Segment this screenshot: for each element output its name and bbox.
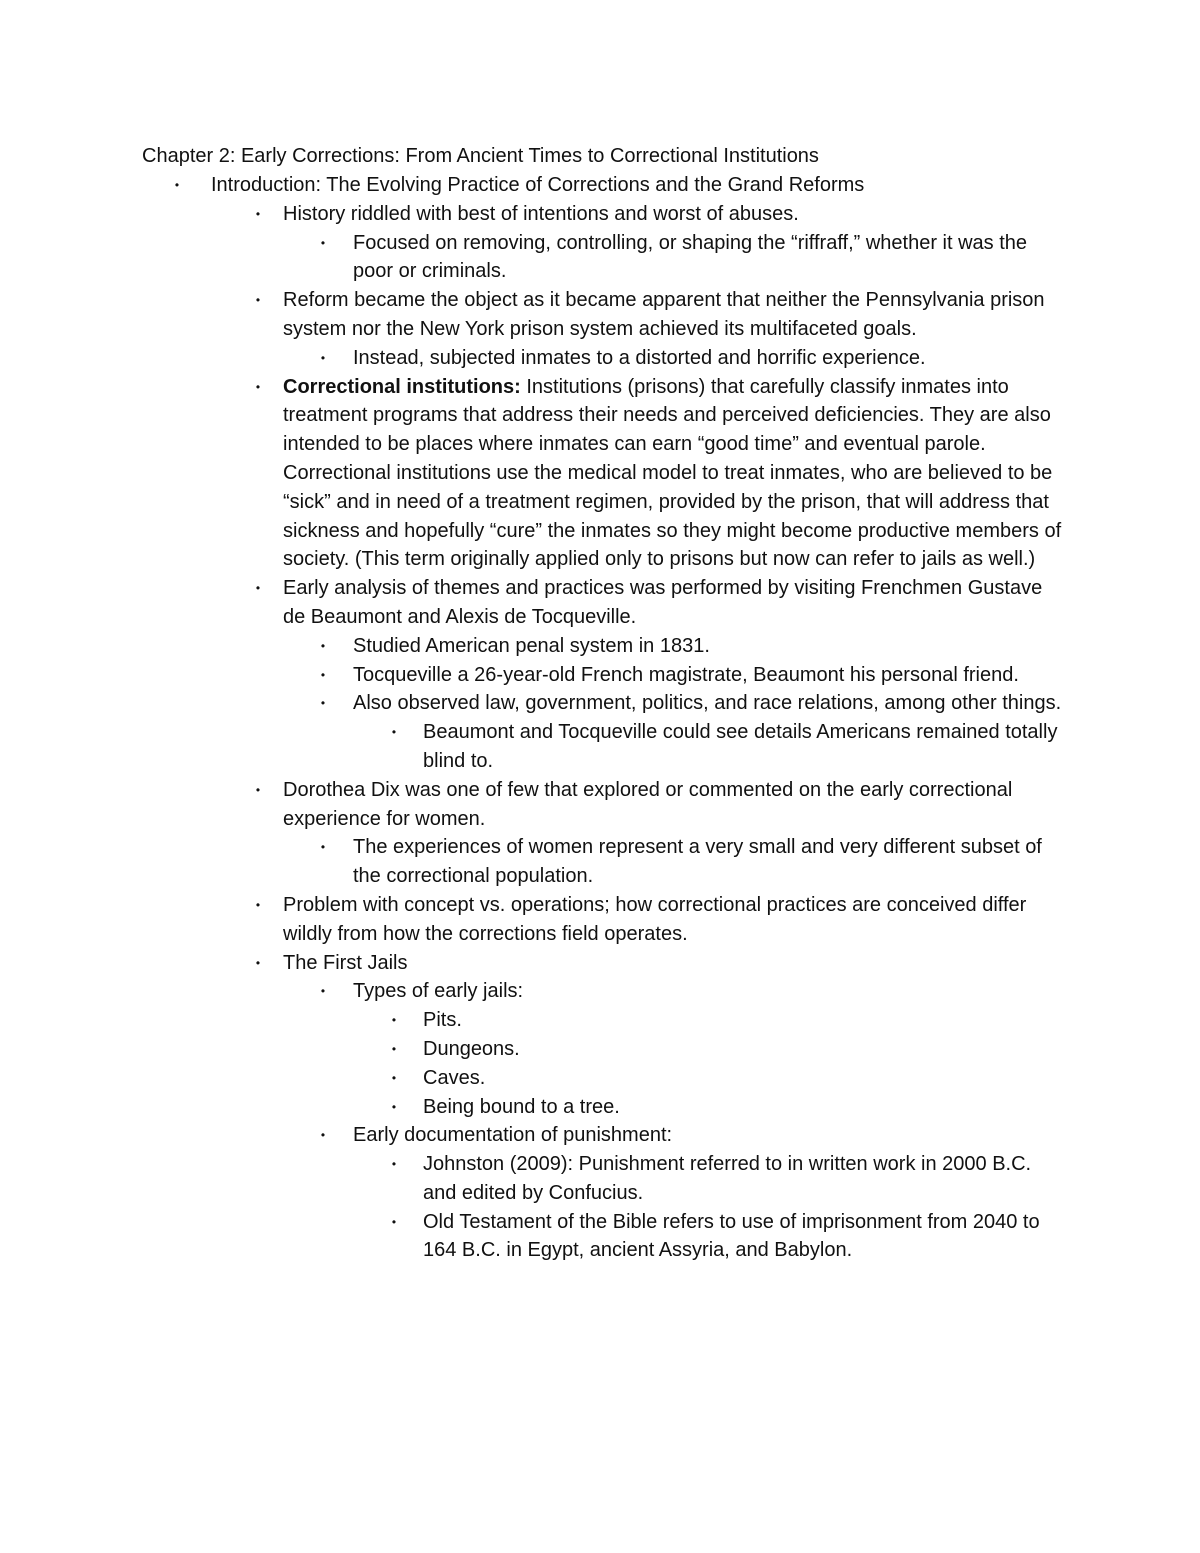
notes-outline bbox=[0, 171, 1200, 1265]
defined-term: Correctional institutions: bbox=[283, 375, 521, 398]
outline-item bbox=[0, 1093, 1200, 1122]
outline-item-text: Also observed law, government, politics, and race relations, among other things. bbox=[353, 692, 1062, 715]
bullet-icon: • bbox=[391, 1041, 397, 1056]
outline-item-text: The First Jails bbox=[283, 951, 408, 974]
bullet-icon: • bbox=[255, 293, 261, 308]
outline-item bbox=[0, 632, 1200, 661]
outline-item bbox=[0, 891, 1200, 949]
outline-item-text: Pits. bbox=[423, 1009, 462, 1032]
outline-item-text: History riddled with best of intentions and worst of abuses. bbox=[283, 202, 799, 225]
bullet-icon: • bbox=[255, 581, 261, 596]
bullet-icon: • bbox=[391, 1070, 397, 1085]
outline-item bbox=[0, 1208, 1200, 1266]
bullet-icon: • bbox=[255, 206, 261, 221]
outline-item-first-jails bbox=[0, 949, 1200, 978]
outline-item-text bbox=[283, 373, 1065, 575]
outline-item bbox=[0, 1121, 1200, 1150]
outline-item-introduction bbox=[0, 171, 1200, 200]
outline-item bbox=[0, 1064, 1200, 1093]
bullet-icon: • bbox=[174, 178, 180, 192]
outline-item-text: Old Testament of the Bible refers to use of imprisonment from 2040 to 164 B.C. in Egypt, ancient Assyria, and Babylon. bbox=[423, 1210, 1040, 1262]
outline-item-text: Johnston (2009): Punishment referred to in written work in 2000 B.C. and edited by Confucius. bbox=[423, 1153, 1032, 1204]
bullet-icon: • bbox=[255, 782, 261, 797]
bullet-icon: • bbox=[391, 725, 397, 740]
outline-item-text: Dungeons. bbox=[423, 1037, 520, 1060]
bullet-icon: • bbox=[320, 984, 326, 999]
outline-item-text: Focused on removing, controlling, or shaping the “riffraff,” whether it was the poor or criminals. bbox=[353, 231, 1028, 283]
outline-item-text: Dorothea Dix was one of few that explored or commented on the early correctional experience for women. bbox=[283, 778, 1013, 830]
outline-item-text: Reform became the object as it became apparent that neither the Pennsylvania prison system nor the New York prison system achieved its multifaceted goals. bbox=[283, 289, 1045, 340]
bullet-icon: • bbox=[391, 1013, 397, 1028]
outline-item bbox=[0, 718, 1200, 776]
outline-item bbox=[0, 833, 1200, 891]
outline-item bbox=[0, 1035, 1200, 1064]
outline-item-text: Beaumont and Tocqueville could see details Americans remained totally blind to. bbox=[423, 721, 1058, 772]
outline-item-text: Being bound to a tree. bbox=[423, 1095, 620, 1118]
bullet-icon: • bbox=[320, 696, 326, 711]
bullet-icon: • bbox=[320, 667, 326, 682]
chapter-title: Chapter 2: Early Corrections: From Ancient Times to Correctional Institutions bbox=[142, 145, 819, 167]
bullet-icon: • bbox=[391, 1214, 397, 1229]
outline-item-text: Early analysis of themes and practices was performed by visiting Frenchmen Gustave de Beaumont and Alexis de Tocqueville. bbox=[283, 577, 1043, 628]
bullet-icon: • bbox=[255, 379, 261, 394]
outline-item bbox=[0, 1150, 1200, 1208]
definition-text: Institutions (prisons) that carefully classify inmates into treatment programs that address their needs and perceived deficiencies. They are also intended to be places where inmates can earn “good time” and eventual parole. Correctional institutions use the medical model to treat inmates, who are believed to be “sick” and in need of a treatment regimen, provided by the prison, that will address that sickness and hopefully “cure” the inmates so they might become productive members of society. (This term originally applied only to prisons but now can refer to jails as well.) bbox=[283, 375, 1062, 571]
outline-item-text: Early documentation of punishment: bbox=[353, 1124, 673, 1147]
outline-item bbox=[0, 776, 1200, 834]
outline-item-definition bbox=[0, 373, 1200, 575]
bullet-icon: • bbox=[320, 638, 326, 653]
outline-item bbox=[0, 229, 1200, 287]
outline-item bbox=[0, 1006, 1200, 1035]
outline-item bbox=[0, 689, 1200, 718]
outline-item-text: Types of early jails: bbox=[353, 980, 524, 1003]
outline-item-text: Instead, subjected inmates to a distorted and horrific experience. bbox=[353, 346, 926, 369]
outline-item-text: Introduction: The Evolving Practice of Corrections and the Grand Reforms bbox=[211, 174, 865, 196]
bullet-icon: • bbox=[391, 1099, 397, 1114]
bullet-icon: • bbox=[391, 1157, 397, 1172]
outline-item-text: The experiences of women represent a very small and very different subset of the correctional population. bbox=[353, 836, 1042, 888]
outline-item bbox=[0, 344, 1200, 373]
bullet-icon: • bbox=[320, 1128, 326, 1143]
bullet-icon: • bbox=[320, 235, 326, 250]
outline-item bbox=[0, 661, 1200, 690]
outline-item-text: Problem with concept vs. operations; how correctional practices are conceived differ wildly from how the corrections field operates. bbox=[283, 893, 1027, 945]
outline-item bbox=[0, 977, 1200, 1006]
outline-item-text: Studied American penal system in 1831. bbox=[353, 634, 710, 657]
bullet-icon: • bbox=[320, 840, 326, 855]
bullet-icon: • bbox=[255, 897, 261, 912]
outline-item bbox=[0, 574, 1200, 632]
outline-item-text: Caves. bbox=[423, 1066, 486, 1089]
bullet-icon: • bbox=[255, 955, 261, 970]
outline-item bbox=[0, 286, 1200, 344]
outline-item bbox=[0, 200, 1200, 229]
bullet-icon: • bbox=[320, 350, 326, 365]
outline-item-text: Tocqueville a 26-year-old French magistrate, Beaumont his personal friend. bbox=[353, 663, 1019, 686]
